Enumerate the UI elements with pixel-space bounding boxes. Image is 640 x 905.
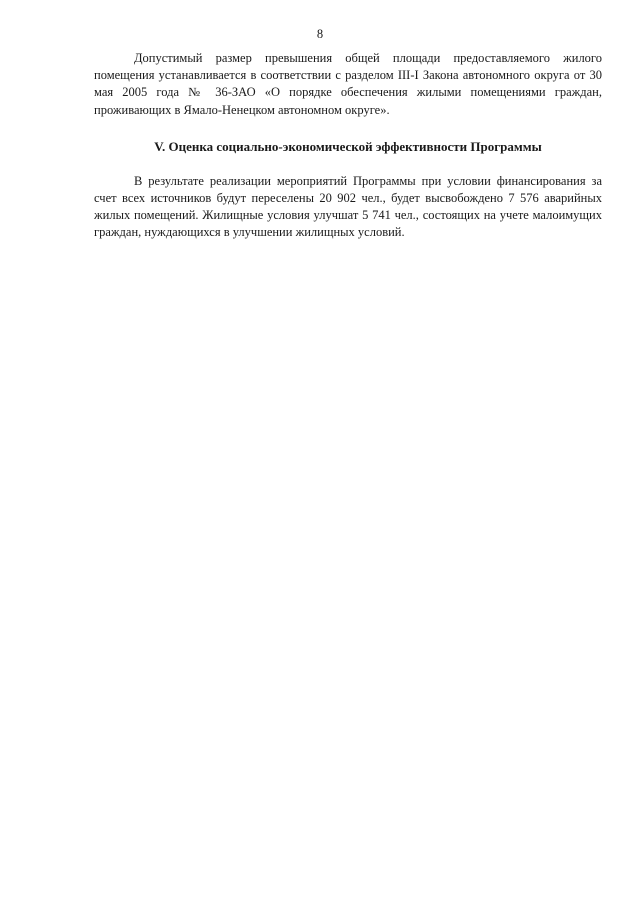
section-heading: V. Оценка социально-экономической эффективности Программы (154, 138, 542, 154)
page-number: 8 (316, 27, 324, 41)
paragraph-housing-area: Допустимый размер превышения общей площади предоставляемого жилого помещения устанавливается в соответствии с разделом III-I Закона автономного округа от 30 мая 2005 года № 36-ЗАО «О порядке обеспечения жилыми помещениями граждан, проживающих в Ямало-Ненецком автономном округе». (94, 51, 602, 117)
document-body (94, 50, 602, 242)
paragraph-program-results: В результате реализации мероприятий Программы при условии финансирования за счет всех источников будут переселены 20 902 чел., будет высвобождено 7 576 аварийных жилых помещений. Жилищные условия улучшат 5 741 чел., состоящих на учете малоимущих граждан, нуждающихся в улучшении жилищных условий. (94, 173, 602, 240)
